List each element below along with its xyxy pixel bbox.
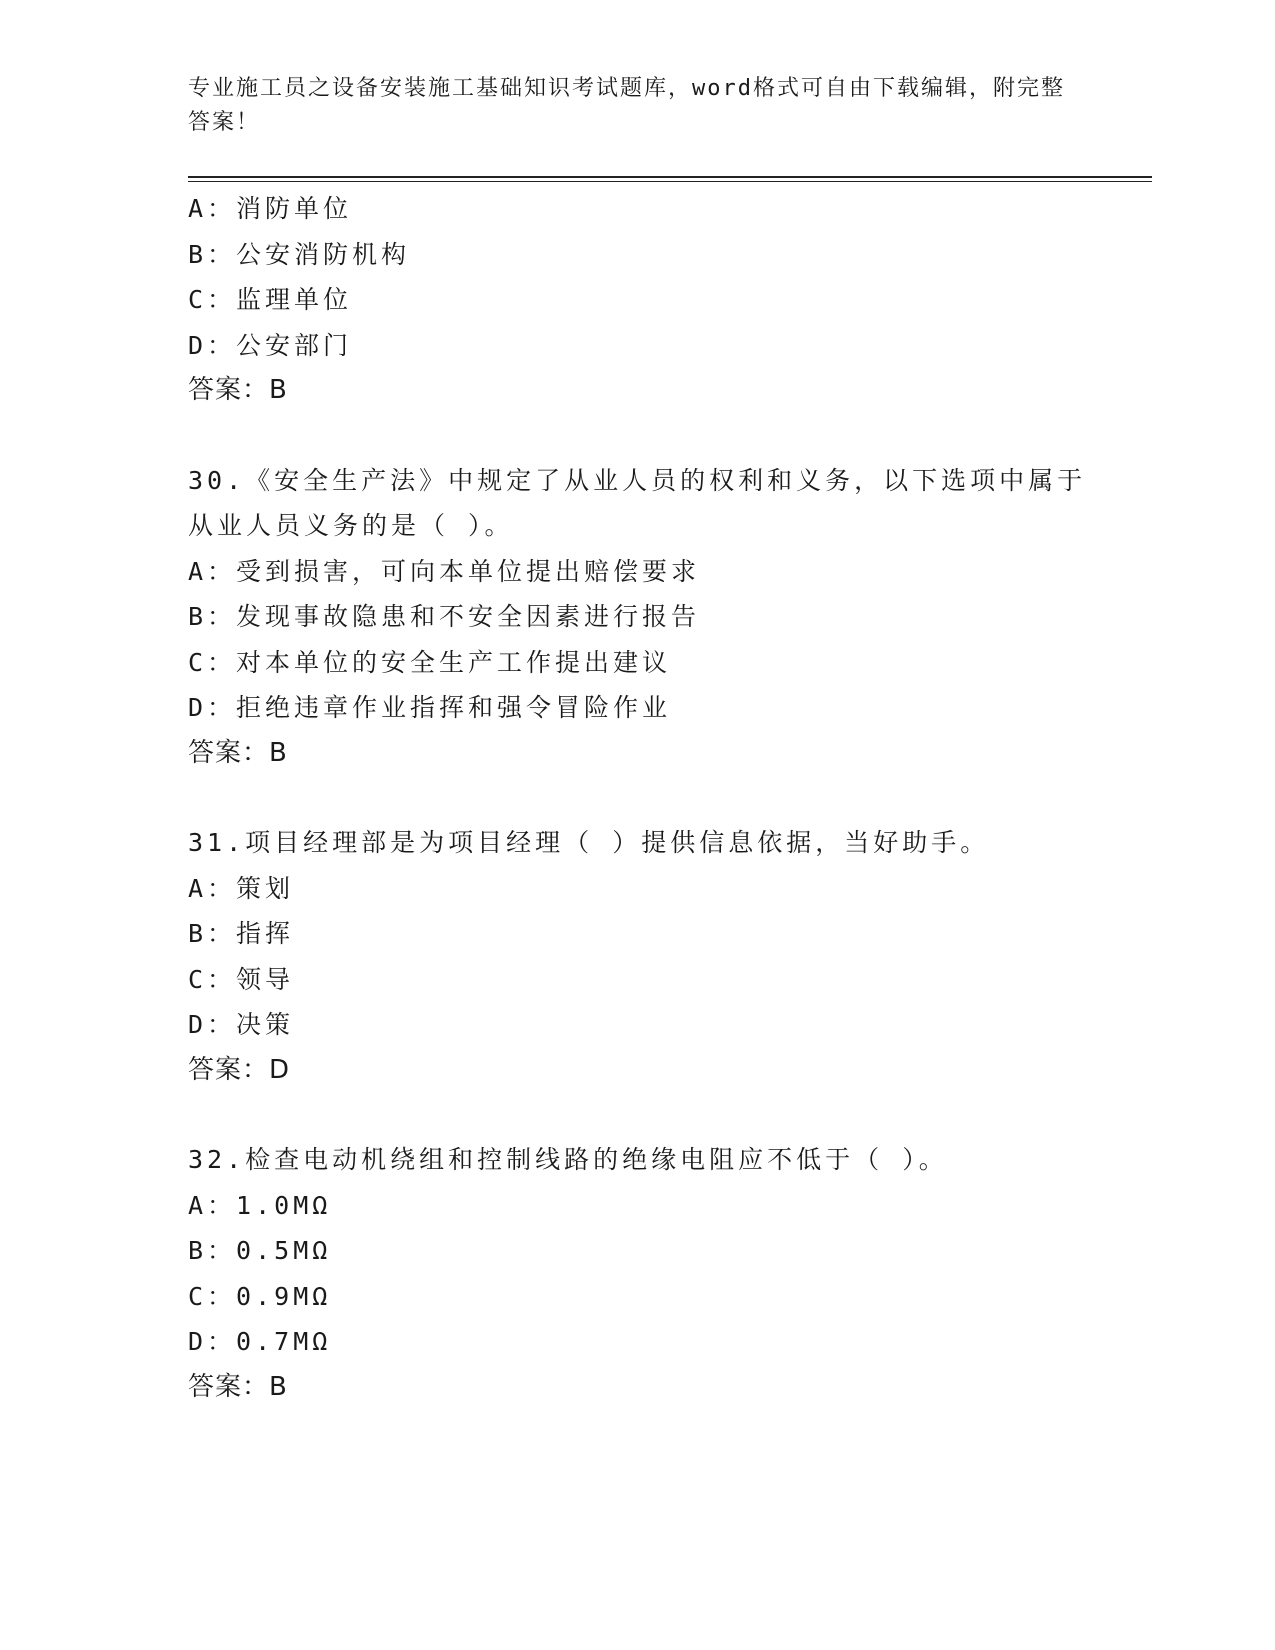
answer-line: 答案：B <box>188 375 288 405</box>
option-b: B：0.5MΩ <box>188 1236 332 1265</box>
question-content <box>188 186 1088 1410</box>
option-a: A：1.0MΩ <box>188 1190 332 1220</box>
question-stem: 30.《安全生产法》中规定了从业人员的权利和义务，以下选项中属于 <box>188 465 1087 495</box>
header-rule-thick <box>188 176 1152 178</box>
option-c: C：0.9MΩ <box>188 1281 332 1311</box>
question-stem: 32.检查电动机绕组和控制线路的绝缘电阻应不低于（ ）。 <box>188 1145 948 1174</box>
question-block-29 <box>188 186 1088 414</box>
option-b: B：指挥 <box>188 919 295 948</box>
question-block-31 <box>188 820 1088 1093</box>
answer-line: 答案：B <box>188 1371 288 1402</box>
option-b: B：公安消防机构 <box>188 239 411 269</box>
option-c: C：领导 <box>188 964 295 994</box>
option-a: A：受到损害，可向本单位提出赔偿要求 <box>188 556 701 586</box>
option-c: C：对本单位的安全生产工作提出建议 <box>188 647 672 677</box>
document-header: 专业施工员之设备安装施工基础知识考试题库，word格式可自由下载编辑，附完整答案！ <box>188 76 1065 135</box>
option-a: A：策划 <box>188 873 295 903</box>
option-d: D：0.7MΩ <box>188 1327 332 1356</box>
option-a: A：消防单位 <box>188 194 353 223</box>
question-stem: 31.项目经理部是为项目经理（ ）提供信息依据，当好助手。 <box>188 828 990 857</box>
question-block-32 <box>188 1137 1088 1410</box>
option-c: C：监理单位 <box>188 285 353 314</box>
option-d: D：拒绝违章作业指挥和强令冒险作业 <box>188 693 672 722</box>
answer-line: 答案：D <box>188 1054 291 1085</box>
answer-line: 答案：B <box>188 737 288 768</box>
option-d: D：决策 <box>188 1010 295 1039</box>
header-rule-thin <box>188 181 1152 182</box>
question-stem-continued: 从业人员义务的是（ ）。 <box>188 511 514 540</box>
option-d: D：公安部门 <box>188 330 353 360</box>
option-b: B：发现事故隐患和不安全因素进行报告 <box>188 602 701 631</box>
question-block-30 <box>188 458 1088 777</box>
